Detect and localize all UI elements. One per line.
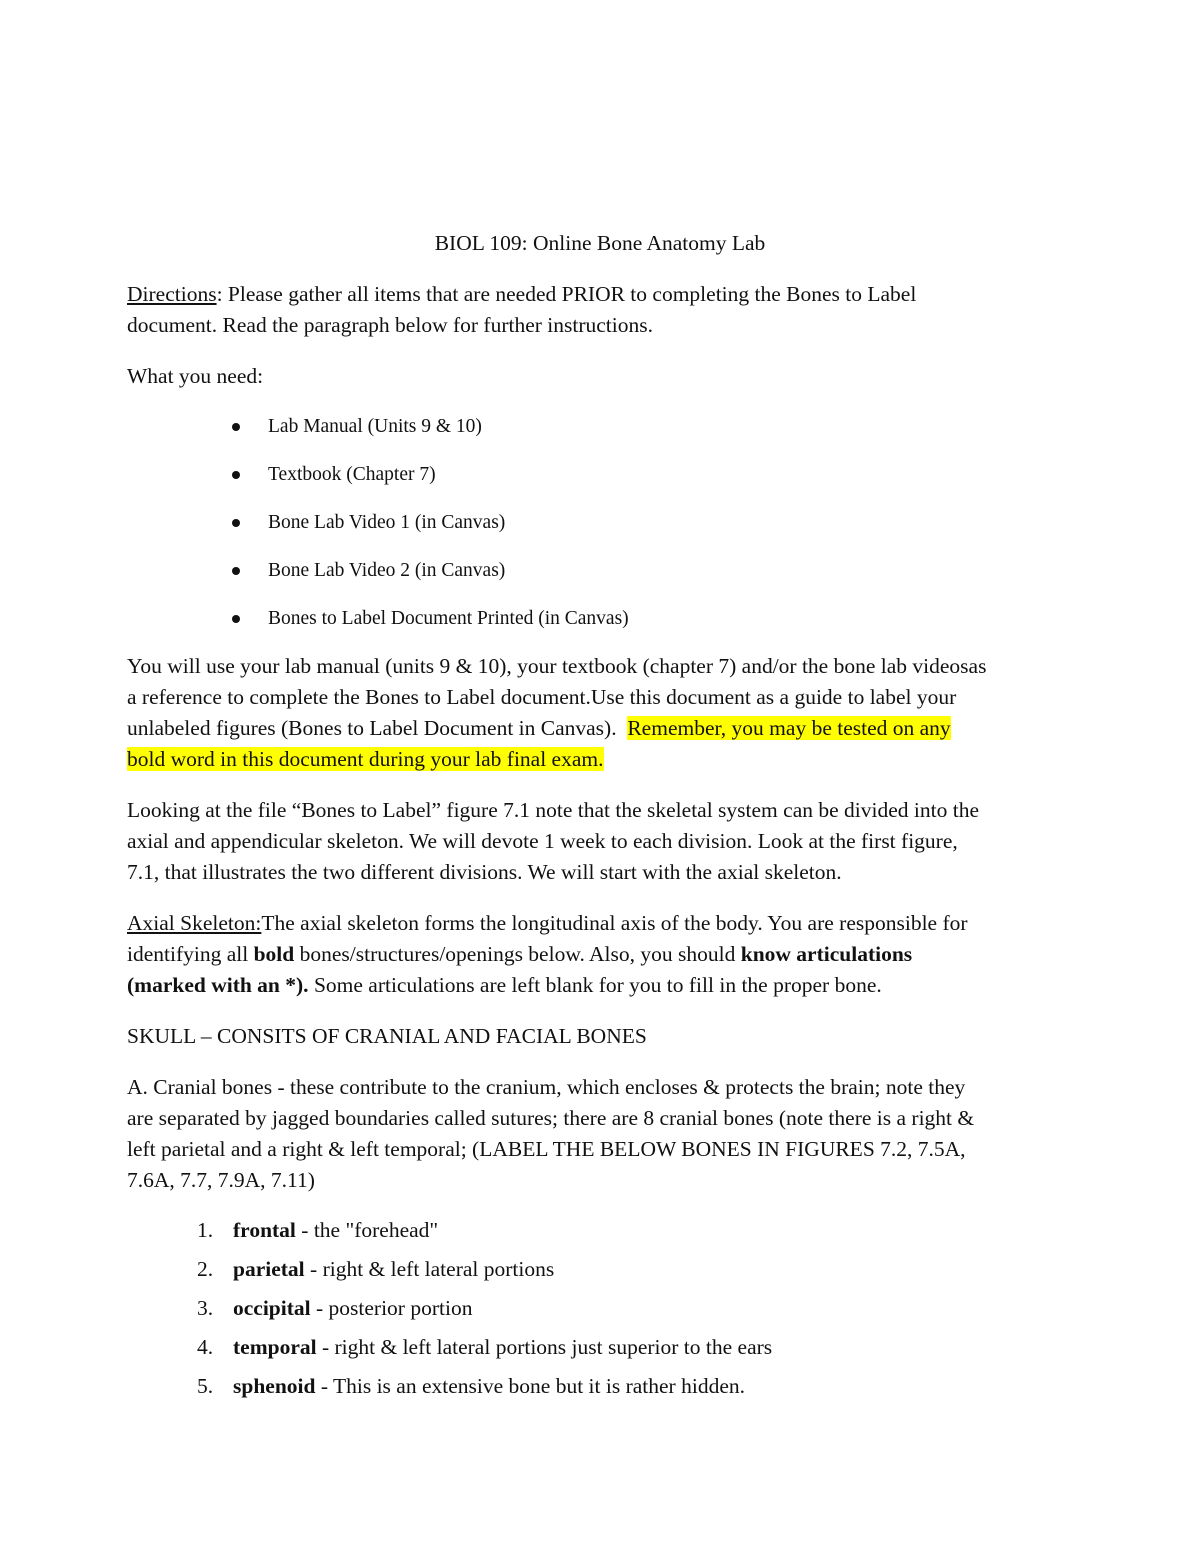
bullet-icon bbox=[232, 471, 240, 479]
instructions-line-4 bbox=[127, 744, 1077, 775]
cranial-bones-paragraph: A. Cranial bones - these contribute to the cranium, which encloses & protects the brain; note they are separated by jagged boundaries called sutures; there are 8 cranial bones (note there is a right & left parietal and a right & left temporal; (LABEL THE BELOW BONES IN FIGURES 7.2, 7.5A, 7.6A, 7.7, 7.9A, 7.11) bbox=[127, 1075, 975, 1192]
bullet-icon bbox=[232, 615, 240, 623]
directions-line-1: Directions: Please gather all items that are needed PRIOR to completing the Bones to Label bbox=[127, 282, 917, 306]
instructions-line-1: You will use your lab manual (units 9 & 10), your textbook (chapter 7) and/or the bone lab videosas bbox=[127, 654, 987, 678]
list-item: 1. frontal - the "forehead" bbox=[197, 1218, 439, 1242]
bullet-icon bbox=[232, 423, 240, 431]
list-item: 4. temporal - right & left lateral portions just superior to the ears bbox=[197, 1335, 773, 1359]
axial-skeleton-label: Axial Skeleton: bbox=[127, 911, 262, 935]
directions-paragraph bbox=[127, 279, 1077, 341]
instructions-line-3: unlabeled figures (Bones to Label Document in Canvas). Remember, you may be tested on any bbox=[127, 716, 951, 740]
exam-warning-highlight: Remember, you may be tested on any bbox=[627, 716, 951, 740]
instructions-line-2: a reference to complete the Bones to Label document.Use this document as a guide to label your bbox=[127, 685, 957, 709]
exam-warning-highlight-2: bold word in this document during your lab final exam. bbox=[127, 747, 604, 771]
what-you-need-heading: What you need: bbox=[127, 364, 264, 388]
bullet-icon bbox=[232, 519, 240, 527]
skeleton-divisions-paragraph: Looking at the file “Bones to Label” figure 7.1 note that the skeletal system can be divided into the axial and appendicular skeleton. We will devote 1 week to each division. Look at the first figure, 7.1, that illustrates the two different divisions. We will start with the axial skeleton. bbox=[127, 798, 979, 884]
skull-heading: SKULL – CONSITS OF CRANIAL AND FACIAL BONES bbox=[127, 1024, 647, 1048]
axial-skeleton-paragraph: Axial Skeleton:The axial skeleton forms the longitudinal axis of the body. You are responsible for identifying all bold bones/structures/openings below. Also, you should know articulations (marked with an *). Some articulations are left blank for you to fill in the proper bone. bbox=[127, 911, 968, 997]
list-item: 2. parietal - right & left lateral portions bbox=[197, 1257, 555, 1281]
list-item: 3. occipital - posterior portion bbox=[197, 1296, 473, 1320]
directions-line-2: document. Read the paragraph below for further instructions. bbox=[127, 313, 653, 337]
page-title: BIOL 109: Online Bone Anatomy Lab bbox=[434, 231, 766, 255]
document-page: BIOL 109: Online Bone Anatomy Lab Directions: Please gather all items that are needed PRIOR to completing the Bones to Label document. Read the paragraph below for further instructions. What you need: Lab Manual (Units 9 & 10) Textbook (Chapter 7) Bone Lab Video 1 (in Canvas) Bone Lab Video 2 (in Canvas) Bones to Label Document Printed (in Canvas) You will use your lab manual (units 9 & 10), your textbook (chapter 7) and/or the bone lab videosas a reference to complete the Bones to Label document.Use this document as a guide to label your unlabeled figures (Bones to Label Document in Canvas). Remember, you may be tested on any bold word in this document during your lab final exam. Looking at the file “Bones to Label” figure 7.1 note that the skeletal system can be divided into the axial and appendicular skeleton. We will devote 1 week to each division. Look at the first figure, 7.1, that illustrates the two different divisions. We will start with the axial skeleton. Axial Skeleton:The axial skeleton forms the longitudinal axis of the body. You are responsible for identifying all bold bones/structures/openings below. Also, you should know articulations (marked with an *). Some articulations are left blank for you to fill in the proper bone. SKULL – CONSITS OF CRANIAL AND FACIAL BONES A. Cranial bones - these contribute to the cranium, which encloses & protects the brain; note they are separated by jagged boundaries called sutures; there are 8 cranial bones (note there is a right & left parietal and a right & left temporal; (LABEL THE BELOW BONES IN FIGURES 7.2, 7.5A, 7.6A, 7.7, 7.9A, 7.11) 1. frontal - the "forehead" 2. parietal - right & left lateral portions 3. occipital - posterior portion 4. temporal - right & left lateral portions just superior to the ears 5. sphenoid - This is an extensive bone but it is rather hidden. bbox=[0, 0, 1200, 1553]
directions-label: Directions bbox=[127, 282, 217, 306]
bullet-icon bbox=[232, 567, 240, 575]
list-item: 5. sphenoid - This is an extensive bone but it is rather hidden. bbox=[197, 1374, 745, 1398]
instructions-paragraph bbox=[127, 651, 1077, 775]
